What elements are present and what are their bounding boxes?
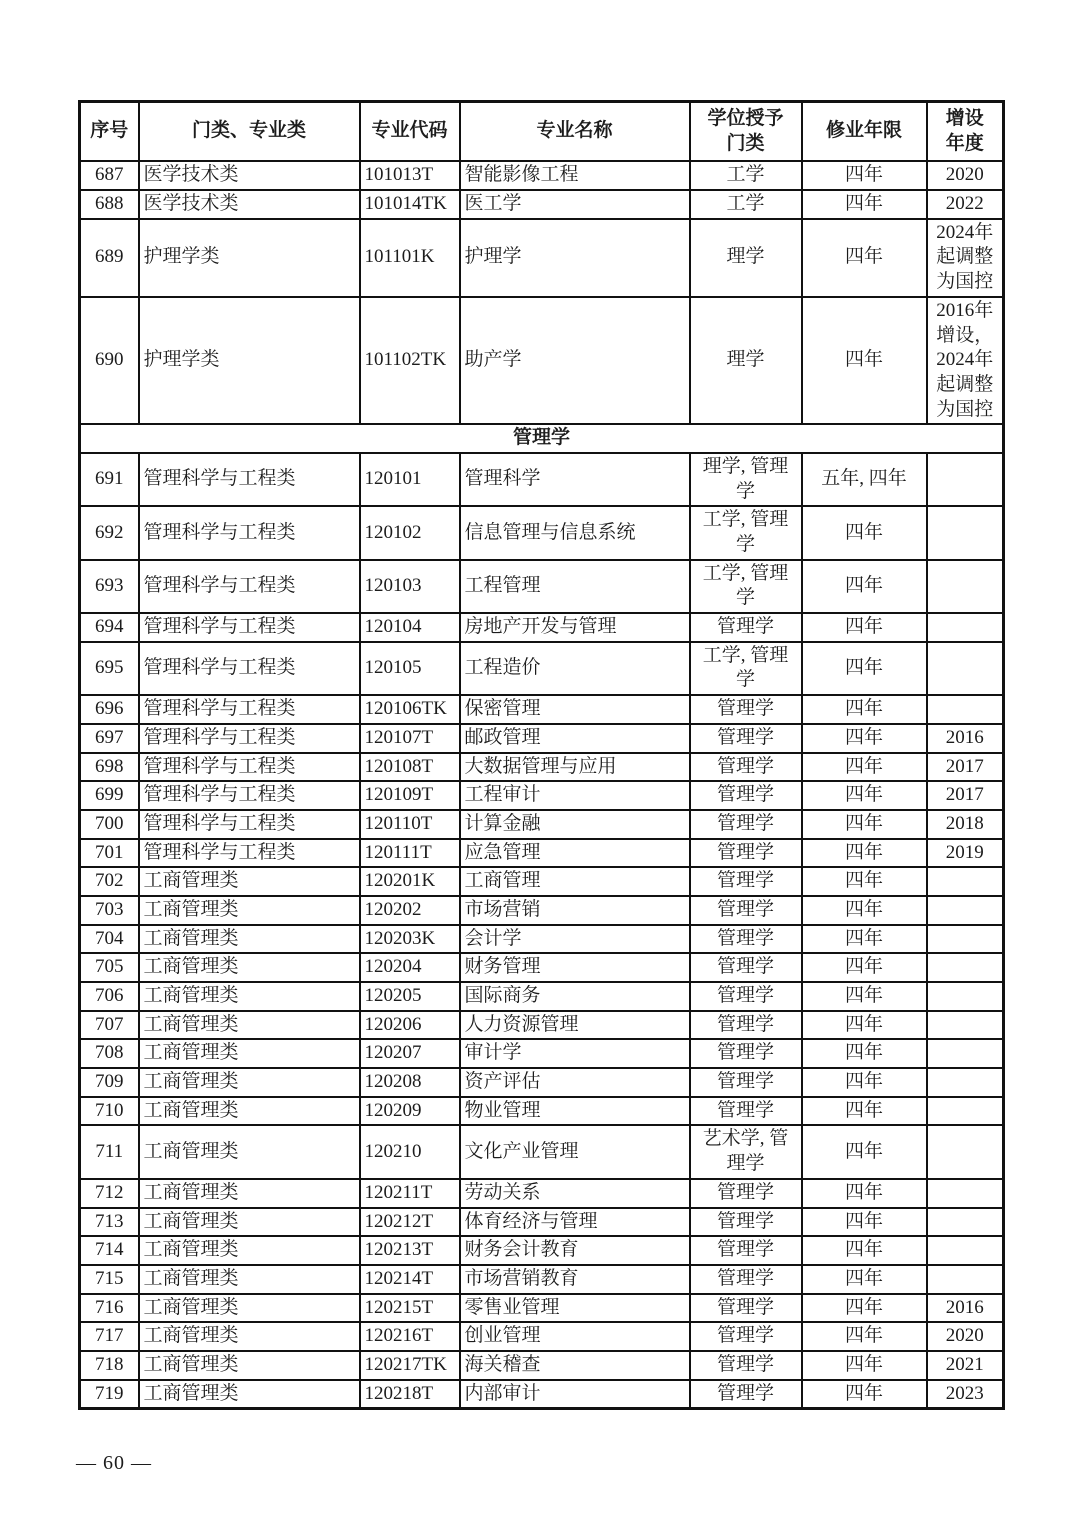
cell-code: 120208: [360, 1068, 460, 1097]
cell-added: 2016: [927, 1294, 1004, 1323]
cell-years: 四年: [802, 1208, 927, 1237]
cell-category: 护理学类: [139, 297, 360, 424]
cell-name: 会计学: [460, 925, 690, 954]
cell-category: 工商管理类: [139, 1380, 360, 1409]
table-row: [80, 953, 1004, 982]
cell-name: 大数据管理与应用: [460, 753, 690, 782]
cell-degree: 管理学: [690, 925, 802, 954]
cell-code: 120111T: [360, 839, 460, 868]
cell-category: 管理科学与工程类: [139, 506, 360, 559]
cell-code: 120215T: [360, 1294, 460, 1323]
table-row: [80, 896, 1004, 925]
cell-name: 计算金融: [460, 810, 690, 839]
cell-name: 人力资源管理: [460, 1011, 690, 1040]
table-row: [80, 297, 1004, 424]
cell-years: 四年: [802, 724, 927, 753]
cell-added: 2017: [927, 753, 1004, 782]
cell-years: 四年: [802, 1380, 927, 1409]
cell-code: 101013T: [360, 161, 460, 190]
cell-years: 四年: [802, 953, 927, 982]
table-row: [80, 219, 1004, 297]
cell-code: 120108T: [360, 753, 460, 782]
cell-degree: 管理学: [690, 1179, 802, 1208]
cell-added: [927, 1068, 1004, 1097]
section-divider-row: [80, 424, 1004, 453]
cell-added: [927, 1125, 1004, 1178]
cell-code: 120216T: [360, 1322, 460, 1351]
table-row: [80, 1322, 1004, 1351]
cell-category: 管理科学与工程类: [139, 560, 360, 613]
cell-code: 120218T: [360, 1380, 460, 1409]
cell-added: 2019: [927, 839, 1004, 868]
cell-no: 714: [80, 1236, 139, 1265]
cell-added: [927, 642, 1004, 695]
cell-name: 信息管理与信息系统: [460, 506, 690, 559]
cell-code: 120101: [360, 453, 460, 506]
cell-years: 四年: [802, 560, 927, 613]
cell-no: 715: [80, 1265, 139, 1294]
cell-code: 120214T: [360, 1265, 460, 1294]
cell-degree: 管理学: [690, 867, 802, 896]
cell-degree: 管理学: [690, 781, 802, 810]
table-row: [80, 810, 1004, 839]
cell-code: 120201K: [360, 867, 460, 896]
cell-no: 713: [80, 1208, 139, 1237]
table-row: [80, 190, 1004, 219]
cell-no: 697: [80, 724, 139, 753]
table-row: [80, 1380, 1004, 1409]
cell-no: 707: [80, 1011, 139, 1040]
cell-category: 工商管理类: [139, 896, 360, 925]
cell-code: 101102TK: [360, 297, 460, 424]
cell-added: [927, 613, 1004, 642]
cell-no: 694: [80, 613, 139, 642]
cell-years: 四年: [802, 1265, 927, 1294]
column-header-3: 专业名称: [460, 102, 690, 162]
cell-category: 工商管理类: [139, 1208, 360, 1237]
cell-name: 财务会计教育: [460, 1236, 690, 1265]
cell-years: 四年: [802, 925, 927, 954]
cell-category: 护理学类: [139, 219, 360, 297]
cell-no: 709: [80, 1068, 139, 1097]
cell-no: 695: [80, 642, 139, 695]
cell-added: 2021: [927, 1351, 1004, 1380]
cell-added: 2018: [927, 810, 1004, 839]
column-header-4: 学位授予门类: [690, 102, 802, 162]
cell-category: 工商管理类: [139, 1265, 360, 1294]
cell-name: 医工学: [460, 190, 690, 219]
table-row: [80, 1125, 1004, 1178]
cell-category: 工商管理类: [139, 982, 360, 1011]
table-row: [80, 613, 1004, 642]
cell-years: 四年: [802, 753, 927, 782]
cell-added: 2016: [927, 724, 1004, 753]
cell-name: 海关稽查: [460, 1351, 690, 1380]
table-row: [80, 1208, 1004, 1237]
cell-category: 工商管理类: [139, 1294, 360, 1323]
table-row: [80, 642, 1004, 695]
cell-category: 管理科学与工程类: [139, 453, 360, 506]
cell-code: 120103: [360, 560, 460, 613]
cell-category: 管理科学与工程类: [139, 724, 360, 753]
cell-no: 717: [80, 1322, 139, 1351]
column-header-1: 门类、专业类: [139, 102, 360, 162]
cell-years: 四年: [802, 506, 927, 559]
cell-category: 管理科学与工程类: [139, 781, 360, 810]
table-row: [80, 1265, 1004, 1294]
cell-degree: 管理学: [690, 1380, 802, 1409]
cell-degree: 工学: [690, 190, 802, 219]
cell-name: 创业管理: [460, 1322, 690, 1351]
table-row: [80, 1011, 1004, 1040]
cell-degree: 理学, 管理学: [690, 453, 802, 506]
cell-code: 120209: [360, 1097, 460, 1126]
cell-degree: 管理学: [690, 1265, 802, 1294]
cell-degree: 艺术学, 管理学: [690, 1125, 802, 1178]
cell-degree: 管理学: [690, 896, 802, 925]
cell-degree: 理学: [690, 219, 802, 297]
table-row: [80, 453, 1004, 506]
table-row: [80, 925, 1004, 954]
cell-degree: 管理学: [690, 839, 802, 868]
cell-category: 工商管理类: [139, 867, 360, 896]
cell-no: 716: [80, 1294, 139, 1323]
cell-name: 文化产业管理: [460, 1125, 690, 1178]
cell-degree: 管理学: [690, 724, 802, 753]
cell-years: 四年: [802, 297, 927, 424]
cell-name: 工程管理: [460, 560, 690, 613]
table-row: [80, 982, 1004, 1011]
cell-name: 劳动关系: [460, 1179, 690, 1208]
cell-years: 四年: [802, 867, 927, 896]
cell-years: 四年: [802, 1011, 927, 1040]
table-row: [80, 839, 1004, 868]
table-row: [80, 781, 1004, 810]
cell-name: 应急管理: [460, 839, 690, 868]
cell-added: [927, 953, 1004, 982]
table-row: [80, 1294, 1004, 1323]
cell-degree: 理学: [690, 297, 802, 424]
cell-years: 四年: [802, 1351, 927, 1380]
cell-years: 四年: [802, 613, 927, 642]
cell-name: 审计学: [460, 1039, 690, 1068]
cell-degree: 管理学: [690, 953, 802, 982]
cell-code: 120203K: [360, 925, 460, 954]
cell-name: 保密管理: [460, 695, 690, 724]
cell-years: 四年: [802, 1068, 927, 1097]
cell-name: 内部审计: [460, 1380, 690, 1409]
majors-table-container: [78, 100, 1003, 1410]
cell-no: 711: [80, 1125, 139, 1178]
cell-added: [927, 1011, 1004, 1040]
cell-years: 四年: [802, 982, 927, 1011]
cell-name: 智能影像工程: [460, 161, 690, 190]
cell-years: 五年, 四年: [802, 453, 927, 506]
cell-years: 四年: [802, 1097, 927, 1126]
cell-added: [927, 453, 1004, 506]
cell-code: 120217TK: [360, 1351, 460, 1380]
cell-category: 工商管理类: [139, 1125, 360, 1178]
cell-code: 120110T: [360, 810, 460, 839]
cell-code: 101101K: [360, 219, 460, 297]
table-row: [80, 1351, 1004, 1380]
column-header-5: 修业年限: [802, 102, 927, 162]
cell-name: 市场营销教育: [460, 1265, 690, 1294]
cell-years: 四年: [802, 190, 927, 219]
cell-added: [927, 867, 1004, 896]
cell-added: [927, 1179, 1004, 1208]
cell-added: [927, 1097, 1004, 1126]
cell-years: 四年: [802, 161, 927, 190]
cell-name: 邮政管理: [460, 724, 690, 753]
cell-degree: 管理学: [690, 613, 802, 642]
cell-category: 管理科学与工程类: [139, 642, 360, 695]
cell-category: 管理科学与工程类: [139, 810, 360, 839]
cell-code: 120212T: [360, 1208, 460, 1237]
cell-added: 2020: [927, 161, 1004, 190]
table-row: [80, 161, 1004, 190]
cell-added: 2017: [927, 781, 1004, 810]
cell-years: 四年: [802, 1236, 927, 1265]
cell-no: 689: [80, 219, 139, 297]
cell-years: 四年: [802, 1179, 927, 1208]
cell-category: 工商管理类: [139, 1236, 360, 1265]
cell-category: 工商管理类: [139, 1322, 360, 1351]
cell-category: 医学技术类: [139, 190, 360, 219]
table-row: [80, 1097, 1004, 1126]
cell-name: 工商管理: [460, 867, 690, 896]
cell-code: 120210: [360, 1125, 460, 1178]
cell-added: 2016年增设，2024年起调整为国控: [927, 297, 1004, 424]
cell-degree: 工学, 管理学: [690, 506, 802, 559]
cell-category: 管理科学与工程类: [139, 613, 360, 642]
table-row: [80, 506, 1004, 559]
cell-no: 691: [80, 453, 139, 506]
cell-no: 704: [80, 925, 139, 954]
cell-code: 120211T: [360, 1179, 460, 1208]
cell-no: 702: [80, 867, 139, 896]
cell-name: 工程审计: [460, 781, 690, 810]
cell-category: 管理科学与工程类: [139, 753, 360, 782]
cell-added: [927, 1208, 1004, 1237]
cell-degree: 管理学: [690, 1068, 802, 1097]
cell-years: 四年: [802, 896, 927, 925]
cell-years: 四年: [802, 810, 927, 839]
cell-degree: 管理学: [690, 1236, 802, 1265]
cell-no: 703: [80, 896, 139, 925]
cell-added: [927, 560, 1004, 613]
cell-degree: 工学: [690, 161, 802, 190]
cell-years: 四年: [802, 839, 927, 868]
cell-added: [927, 925, 1004, 954]
cell-code: 120102: [360, 506, 460, 559]
cell-added: [927, 896, 1004, 925]
cell-category: 工商管理类: [139, 1097, 360, 1126]
cell-no: 712: [80, 1179, 139, 1208]
cell-name: 资产评估: [460, 1068, 690, 1097]
cell-category: 工商管理类: [139, 1011, 360, 1040]
cell-code: 120204: [360, 953, 460, 982]
cell-name: 零售业管理: [460, 1294, 690, 1323]
cell-name: 护理学: [460, 219, 690, 297]
cell-degree: 工学, 管理学: [690, 560, 802, 613]
cell-name: 物业管理: [460, 1097, 690, 1126]
cell-name: 管理科学: [460, 453, 690, 506]
cell-code: 101014TK: [360, 190, 460, 219]
cell-no: 708: [80, 1039, 139, 1068]
cell-no: 705: [80, 953, 139, 982]
cell-years: 四年: [802, 1322, 927, 1351]
cell-name: 房地产开发与管理: [460, 613, 690, 642]
cell-category: 工商管理类: [139, 1351, 360, 1380]
cell-name: 助产学: [460, 297, 690, 424]
cell-added: [927, 695, 1004, 724]
cell-code: 120106TK: [360, 695, 460, 724]
table-row: [80, 753, 1004, 782]
cell-no: 701: [80, 839, 139, 868]
majors-table: [78, 100, 1005, 1410]
cell-no: 710: [80, 1097, 139, 1126]
cell-degree: 管理学: [690, 1294, 802, 1323]
cell-added: [927, 1265, 1004, 1294]
cell-no: 699: [80, 781, 139, 810]
cell-code: 120202: [360, 896, 460, 925]
table-row: [80, 695, 1004, 724]
table-header-row: [80, 102, 1004, 162]
cell-degree: 管理学: [690, 1208, 802, 1237]
cell-category: 工商管理类: [139, 1068, 360, 1097]
cell-degree: 管理学: [690, 1039, 802, 1068]
cell-category: 医学技术类: [139, 161, 360, 190]
column-header-6: 增设年度: [927, 102, 1004, 162]
cell-no: 696: [80, 695, 139, 724]
cell-no: 700: [80, 810, 139, 839]
cell-no: 706: [80, 982, 139, 1011]
cell-degree: 管理学: [690, 810, 802, 839]
cell-no: 692: [80, 506, 139, 559]
cell-years: 四年: [802, 219, 927, 297]
cell-no: 719: [80, 1380, 139, 1409]
cell-degree: 管理学: [690, 1011, 802, 1040]
cell-category: 管理科学与工程类: [139, 695, 360, 724]
cell-code: 120213T: [360, 1236, 460, 1265]
cell-no: 687: [80, 161, 139, 190]
table-row: [80, 560, 1004, 613]
cell-degree: 管理学: [690, 1322, 802, 1351]
cell-years: 四年: [802, 1294, 927, 1323]
cell-category: 工商管理类: [139, 925, 360, 954]
cell-degree: 管理学: [690, 1351, 802, 1380]
cell-degree: 管理学: [690, 1097, 802, 1126]
cell-degree: 工学, 管理学: [690, 642, 802, 695]
cell-added: 2020: [927, 1322, 1004, 1351]
cell-no: 690: [80, 297, 139, 424]
cell-name: 国际商务: [460, 982, 690, 1011]
cell-code: 120109T: [360, 781, 460, 810]
cell-code: 120105: [360, 642, 460, 695]
cell-added: [927, 1236, 1004, 1265]
cell-degree: 管理学: [690, 982, 802, 1011]
cell-added: [927, 506, 1004, 559]
cell-name: 财务管理: [460, 953, 690, 982]
cell-no: 698: [80, 753, 139, 782]
cell-added: 2024年起调整为国控: [927, 219, 1004, 297]
table-row: [80, 867, 1004, 896]
table-body: [80, 161, 1004, 1408]
cell-degree: 管理学: [690, 753, 802, 782]
table-row: [80, 1236, 1004, 1265]
cell-category: 工商管理类: [139, 953, 360, 982]
cell-category: 管理科学与工程类: [139, 839, 360, 868]
cell-no: 688: [80, 190, 139, 219]
cell-years: 四年: [802, 695, 927, 724]
cell-name: 体育经济与管理: [460, 1208, 690, 1237]
cell-code: 120107T: [360, 724, 460, 753]
column-header-2: 专业代码: [360, 102, 460, 162]
cell-added: 2023: [927, 1380, 1004, 1409]
cell-no: 693: [80, 560, 139, 613]
cell-added: 2022: [927, 190, 1004, 219]
table-row: [80, 1068, 1004, 1097]
cell-name: 市场营销: [460, 896, 690, 925]
cell-added: [927, 982, 1004, 1011]
cell-years: 四年: [802, 781, 927, 810]
cell-years: 四年: [802, 1125, 927, 1178]
cell-years: 四年: [802, 1039, 927, 1068]
cell-name: 工程造价: [460, 642, 690, 695]
cell-code: 120207: [360, 1039, 460, 1068]
table-row: [80, 1179, 1004, 1208]
cell-category: 工商管理类: [139, 1179, 360, 1208]
table-row: [80, 1039, 1004, 1068]
cell-code: 120205: [360, 982, 460, 1011]
table-row: [80, 724, 1004, 753]
page-number: — 60 —: [76, 1452, 152, 1474]
cell-added: [927, 1039, 1004, 1068]
cell-degree: 管理学: [690, 695, 802, 724]
cell-category: 工商管理类: [139, 1039, 360, 1068]
column-header-0: 序号: [80, 102, 139, 162]
cell-code: 120206: [360, 1011, 460, 1040]
cell-no: 718: [80, 1351, 139, 1380]
cell-years: 四年: [802, 642, 927, 695]
cell-code: 120104: [360, 613, 460, 642]
section-label: 管理学: [80, 424, 1004, 453]
